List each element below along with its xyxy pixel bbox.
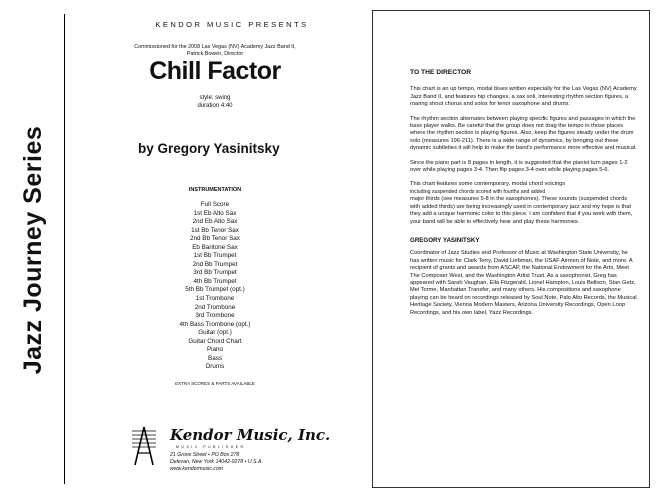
address-line: 21 Grove Street • PO Box 278 [170,452,240,458]
piece-title: Chill Factor [149,57,281,85]
instrument-item: Piano [206,346,224,354]
notes-paragraph: This chart is an up tempo, modal blues written especially for the Las Vegas (NV) Academy Jazz Band II, and features hip changes, a sax soli, interesting rhythm section figures, a roaring shout chorus and solos for tenor saxophone and drums. [410,86,637,108]
extra-parts-note: EXTRA SCORES & PARTS AVAILABLE [175,381,255,386]
instrument-item: 2nd Trombone [194,303,236,311]
instrumentation-title: INSTRUMENTATION [188,187,242,193]
instrument-item: 2nd Bb Tenor Sax [190,235,240,243]
director-notes-page [372,10,650,488]
style-label: style: swing [199,95,231,101]
publisher-subtitle: MUSIC PUBLISHER [176,445,246,449]
instrument-item: 4th Bb Trumpet [193,277,237,285]
instrument-item: Guitar (opt.) [198,329,232,337]
notes-text: This chart features some contemporary, modal chord voicings [410,181,566,188]
instrument-item: 2nd Bb Trumpet [192,260,238,268]
commission-line: Commissioned for the 2008 Las Vegas (NV) Academy Jazz Band II, [134,44,296,50]
publisher-address [170,452,263,472]
notes-text: major thirds (see measures 5-8 in the saxophones). These sounds (suspended chords with added thirds) are being increasingly used in contemporary jazz and my hope is that they add a unique harmonic color to this piece. I am confident that if you work with them, your band will be able to effectively hear and play these harmonies. [410,196,633,225]
publisher-presents: KENDOR MUSIC PRESENTS [155,20,309,29]
instrument-item: 2nd Eb Alto Sax [192,218,238,226]
director-notes [410,69,638,324]
bio-paragraph: Coordinator of Jazz Studies and Professor of Music at Washington State University, he has written music for Clark Terry, David Liebman, the USAF Airmen of Note, and more. A recipient of grants and awards from ASCAP, the National Endowment for the Arts, Meet The Composer West, and the Washington Artist Trust. As a saxophonist, Greg has appeared with Sarah Vaughan, Ella Fitzgerald, Lionel Hampton, Louis Bellson, Stan Getz, Mel Torme, Manhattan Transfer, and many others. His compositions and saxophone playing can be heard on recordings released by Soul Note, Palo Alto Records, the Musical Heritage Society, Vienna Modern Masters, Arizona University Recordings, Open Loop Recordings, and his own label, Yazz Recordings. [410,250,637,316]
instrument-item: 4th Bass Trombone (opt.) [179,320,251,328]
instrument-item: 1st Trombone [195,295,235,303]
instrument-item: 1st Bb Tenor Sax [191,226,239,234]
instrument-item: Full Score [200,201,230,208]
instrument-item: Drums [205,363,225,371]
instrument-item: Eb Baritone Sax [192,243,238,251]
series-divider [64,14,65,484]
publisher-name: Kendor Music, Inc. [170,426,331,444]
instrument-item: 3rd Trombone [195,312,235,320]
commission-note [90,44,340,58]
kendor-logo-icon [130,425,158,469]
notes-paragraph [410,181,638,225]
instrumentation-list [150,201,280,372]
commission-line: Patrick Bowen, Director [186,51,244,57]
publisher-block [130,425,330,487]
instrument-item: 1st Bb Trumpet [193,252,237,260]
instrument-item: Guitar Chord Chart [188,337,242,345]
notes-heading: TO THE DIRECTOR [410,69,472,76]
bio-heading: GREGORY YASINITSKY [410,236,480,244]
address-line: Delevan, New York 14042-0278 • U.S.A. [170,458,263,465]
duration-label: duration 4:40 [197,103,233,109]
notes-paragraph: Since the piano part is 8 pages in length, it is suggested that the pianist turn pages 1-2 over while playing pages 3-4. Then flip pages 3-4 over while playing pages 5-6. [410,159,628,174]
instrument-item: 5th Bb Trumpet (opt.) [185,286,245,294]
series-title: Jazz Journey Series [19,125,47,375]
instrument-item: Bass [208,354,222,362]
notes-text: including suspended chords scored with fourths and added [410,188,546,195]
style-info [130,94,300,110]
instrument-item: 3rd Bb Trumpet [193,269,237,277]
publisher-website: www.kendormusic.com [170,465,224,472]
instrument-item: 1st Eb Alto Sax [193,209,237,217]
composer-name: by Gregory Yasinitsky [138,141,280,156]
notes-paragraph: The rhythm section alternates between playing specific figures and passages in which the bass player walks. Be careful that the group does not drag the tempo in those places where the rhythm section is playing figures. Also, keep the figures steady under the drum solo (measures 196-211). There is a wide range of dynamics, by bringing out these dynamic subtleties it will help to make the band's performance more effective and musical. [410,115,637,152]
series-banner [2,14,63,484]
